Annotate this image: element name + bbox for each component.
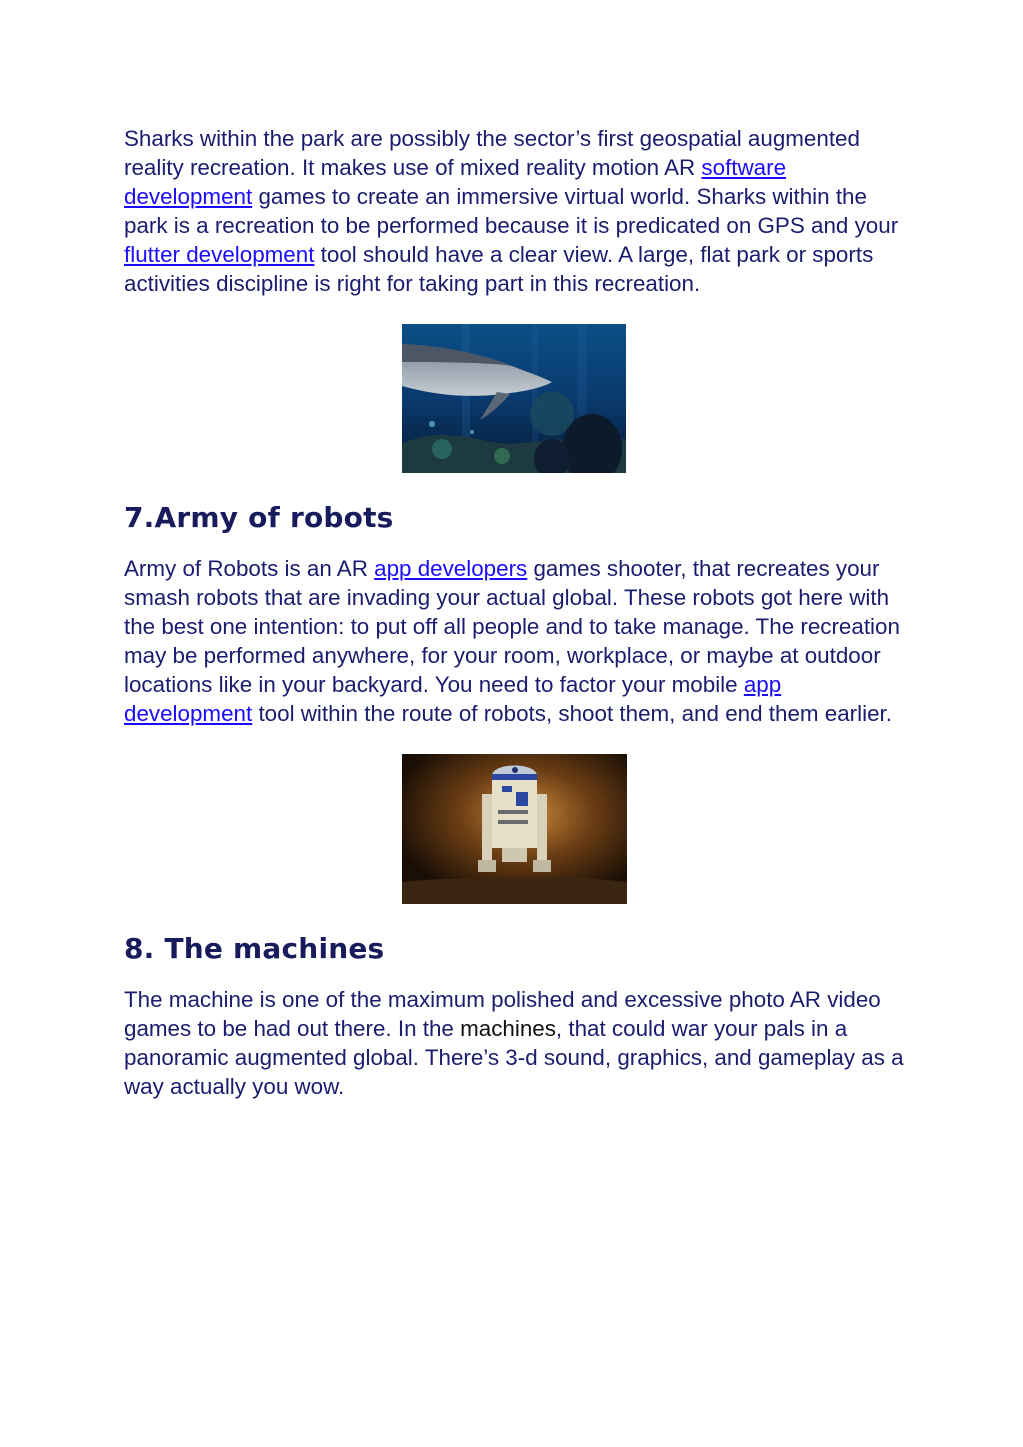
the-machines-heading: 8. The machines: [124, 932, 385, 965]
machines-paragraph: [124, 985, 904, 1101]
sharks-text-2: games to create an immersive virtual world. Sharks within the park is a recreation to be performed because it is predicated on GPS and your: [124, 184, 899, 238]
app-development-link[interactable]: app development: [124, 672, 782, 726]
shark-image-container: [124, 324, 904, 473]
document-page: [124, 124, 904, 1101]
robots-text-2: games shooter, that recreates your smash robots that are invading your actual global. These robots got here with the best one intention: to put off all people and to take manage. The recreation may be performed anywhere, for your room, workplace, or maybe at outdoor locations like in your backyard. You need to factor your mobile: [124, 556, 900, 697]
flutter-development-link[interactable]: flutter development: [124, 242, 315, 267]
machines-word: machines: [460, 1016, 556, 1041]
app-developers-link[interactable]: app developers: [374, 556, 528, 581]
robots-text-1: Army of Robots is an AR: [124, 556, 375, 581]
robots-paragraph: [124, 554, 904, 728]
sharks-paragraph: [124, 124, 904, 298]
sharks-text-1: Sharks within the park are possibly the sector’s first geospatial augmented reality recreation. It makes use of mixed reality motion AR: [124, 126, 860, 180]
robot-image-container: [124, 754, 904, 904]
shark-image: [402, 324, 626, 473]
robot-image: [402, 754, 627, 904]
software-development-link[interactable]: software development: [124, 155, 787, 209]
army-of-robots-heading: 7.Army of robots: [124, 501, 394, 534]
robots-text-3: tool within the route of robots, shoot them, and end them earlier.: [252, 701, 892, 726]
machines-text-2: , that could war your pals in a panoramic augmented global. There’s 3-d sound, graphics, and gameplay as a way actually you wow.: [124, 1016, 904, 1099]
machines-text-1: The machine is one of the maximum polished and excessive photo AR video games to be had out there. In the: [124, 987, 881, 1041]
sharks-text-3: tool should have a clear view. A large, flat park or sports activities discipline is right for taking part in this recreation.: [124, 242, 874, 296]
